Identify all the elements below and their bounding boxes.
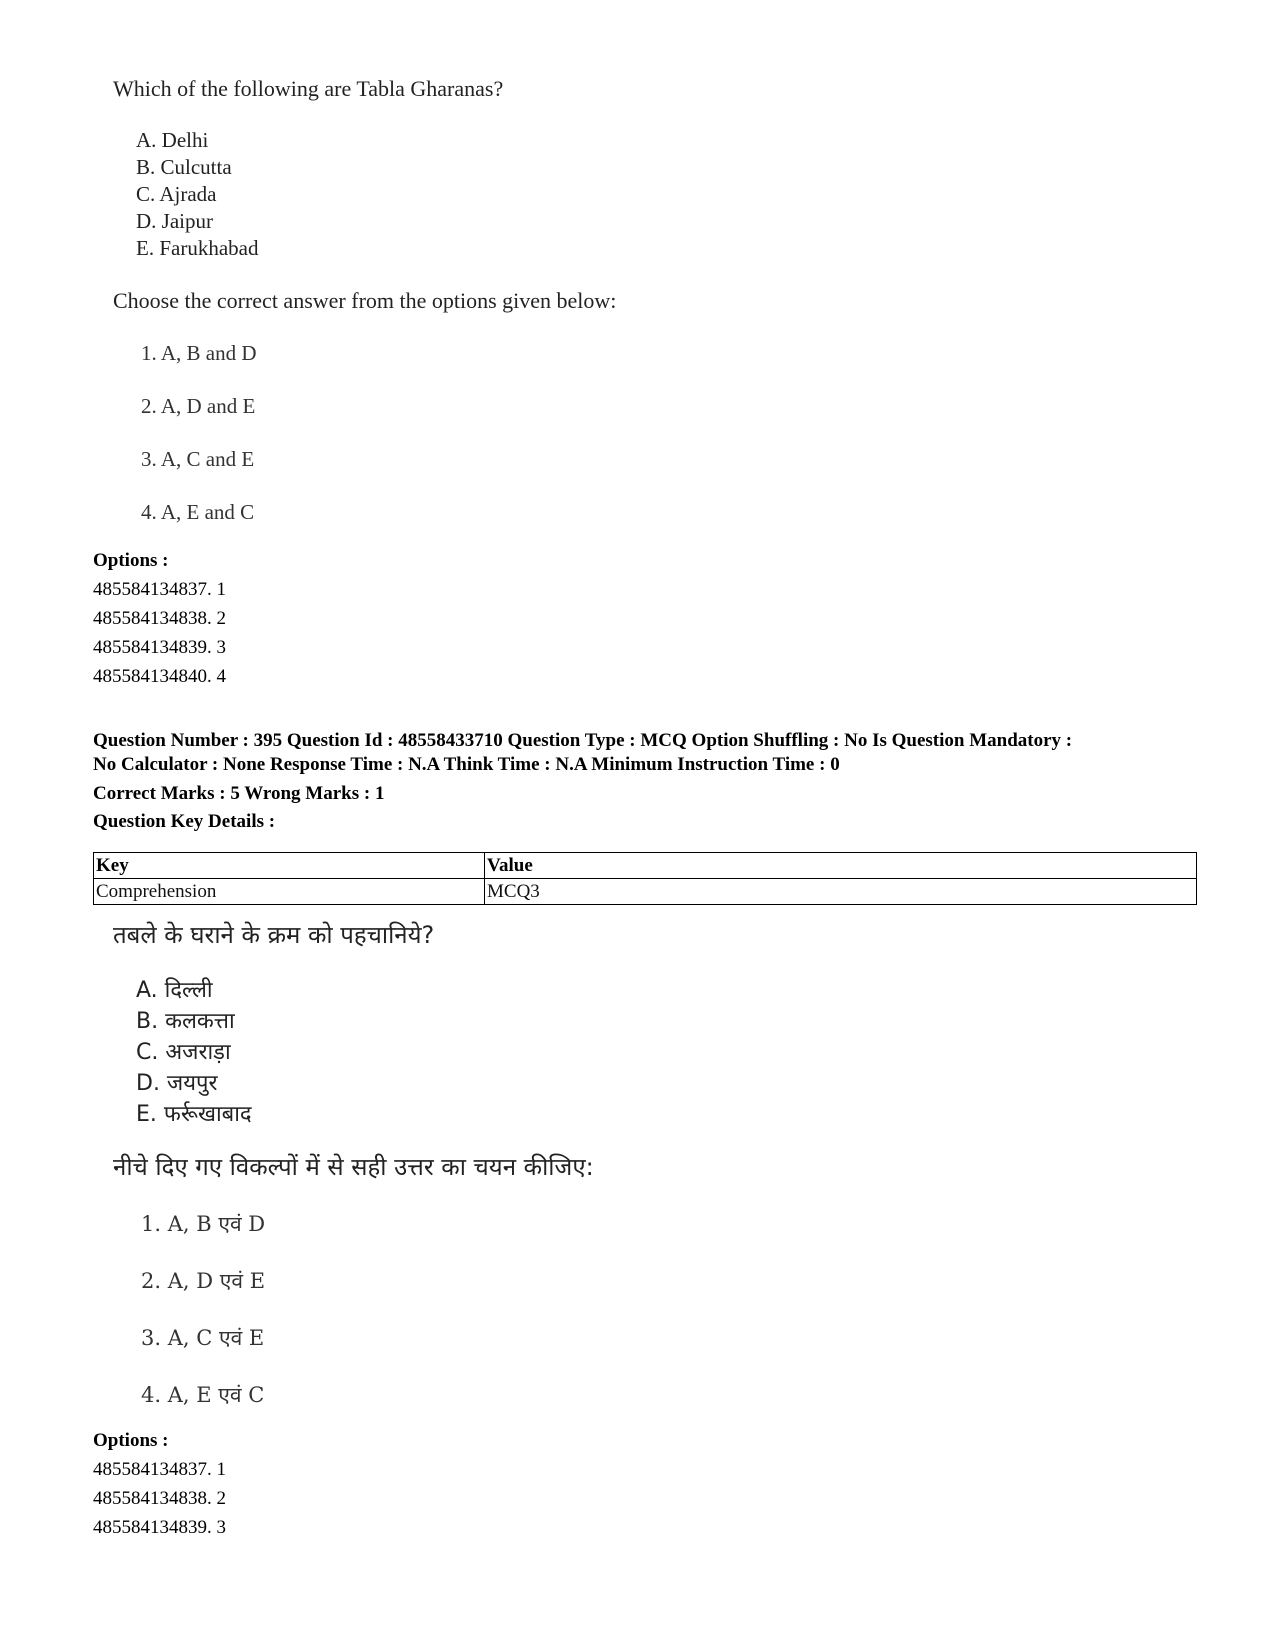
answer-choice: 2. A, D and E	[141, 394, 256, 418]
table-header-cell: Value	[485, 853, 1197, 879]
table-header-row	[94, 853, 1197, 879]
question-text-hindi: तबले के घराने के क्रम को पहचानिये?	[113, 921, 435, 949]
table-header-cell: Key	[94, 853, 485, 879]
option-id: 485584134840. 4	[93, 666, 226, 687]
list-item: D. जयपुर	[136, 1071, 218, 1096]
instruction-text: Choose the correct answer from the options given below:	[113, 288, 617, 313]
question-meta: No Calculator : None Response Time : N.A Think Time : N.A Minimum Instruction Time : 0	[93, 754, 840, 775]
options-heading: Options :	[93, 1430, 169, 1451]
list-item: E. Farukhabad	[136, 236, 259, 260]
list-item: A. Delhi	[136, 128, 209, 152]
table-row	[94, 879, 1197, 905]
key-details-table	[93, 852, 1197, 905]
option-id: 485584134837. 1	[93, 579, 226, 600]
question-meta: Question Number : 395 Question Id : 48558433710 Question Type : MCQ Option Shuffling : No Is Question Mandatory :	[93, 730, 1073, 751]
options-heading: Options :	[93, 550, 169, 571]
list-item: D. Jaipur	[136, 209, 213, 233]
list-item: C. अजराड़ा	[136, 1040, 231, 1065]
question-marks: Correct Marks : 5 Wrong Marks : 1	[93, 783, 385, 804]
answer-choice: 2. A, D एवं E	[141, 1269, 266, 1293]
list-item: B. कलकत्ता	[136, 1009, 235, 1034]
instruction-text-hindi: नीचे दिए गए विकल्पों में से सही उत्तर का चयन कीजिए:	[113, 1153, 594, 1181]
option-id: 485584134838. 2	[93, 1488, 226, 1509]
answer-choice: 1. A, B एवं D	[141, 1212, 266, 1236]
list-item: B. Culcutta	[136, 155, 232, 179]
answer-choice: 1. A, B and D	[141, 341, 257, 365]
list-item: E. फर्रूखाबाद	[136, 1102, 252, 1127]
option-id: 485584134839. 3	[93, 1517, 226, 1538]
option-id: 485584134839. 3	[93, 637, 226, 658]
option-id: 485584134837. 1	[93, 1459, 226, 1480]
answer-choice: 4. A, E and C	[141, 500, 255, 524]
list-item: C. Ajrada	[136, 182, 217, 206]
answer-choice: 4. A, E एवं C	[141, 1383, 265, 1407]
answer-choice: 3. A, C and E	[141, 447, 255, 471]
question-text: Which of the following are Tabla Gharanas?	[113, 76, 504, 101]
list-item: A. दिल्ली	[136, 978, 213, 1003]
answer-choice: 3. A, C एवं E	[141, 1326, 265, 1350]
table-cell: Comprehension	[94, 879, 485, 905]
table-cell: MCQ3	[485, 879, 1197, 905]
key-details-heading: Question Key Details :	[93, 811, 276, 832]
option-id: 485584134838. 2	[93, 608, 226, 629]
